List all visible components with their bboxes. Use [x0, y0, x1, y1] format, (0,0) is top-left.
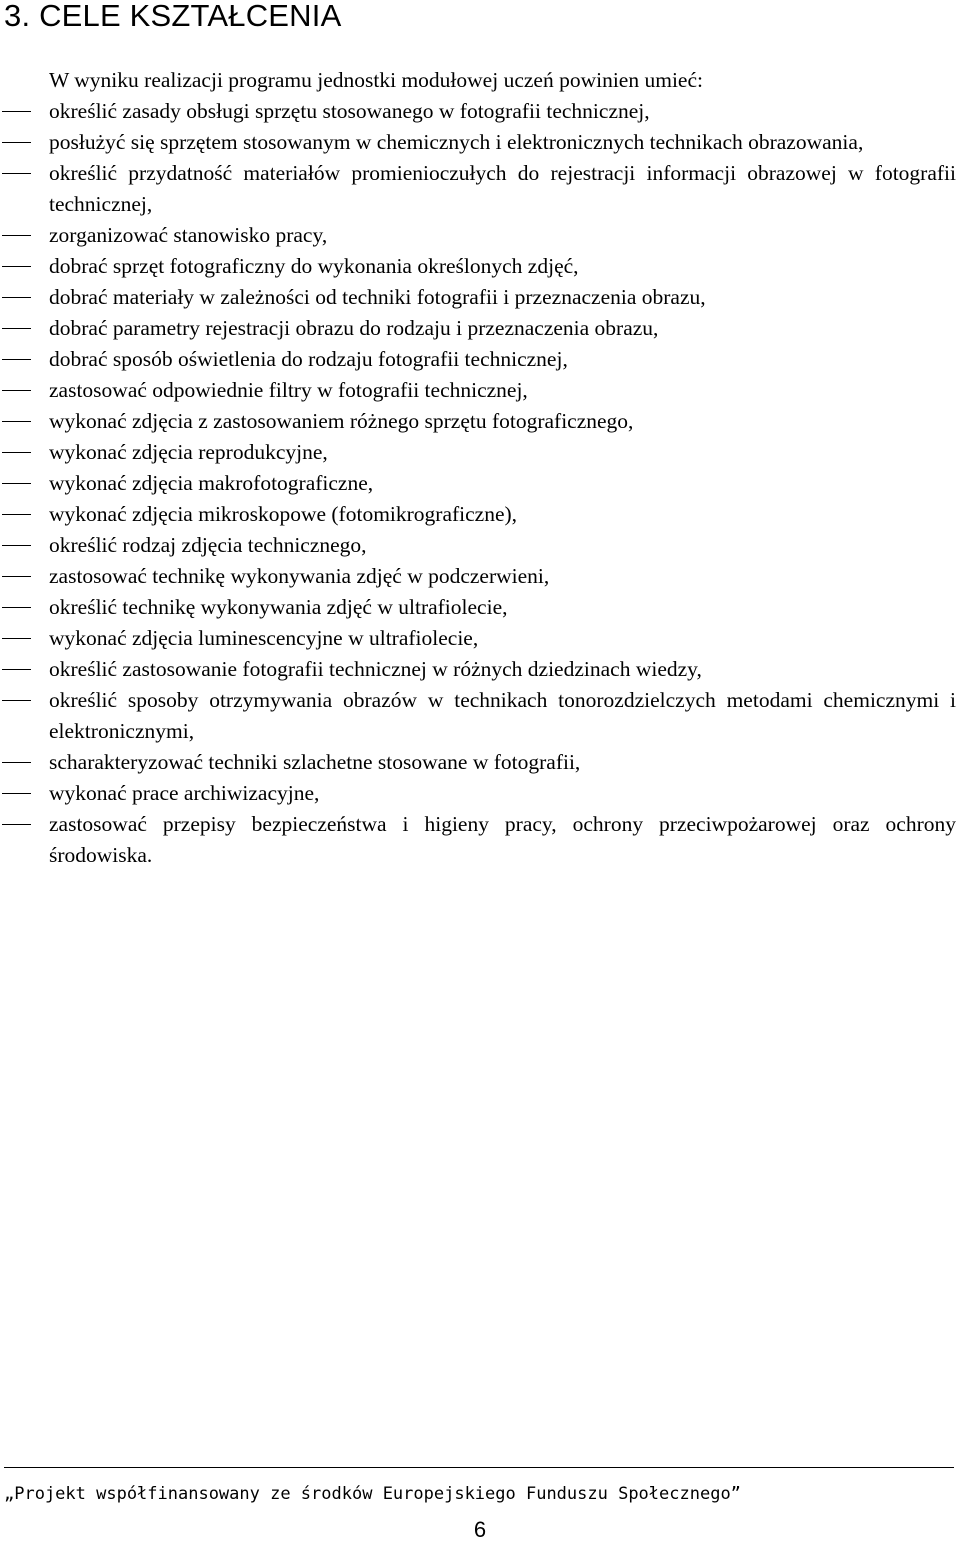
dash-bullet-icon: [2, 173, 31, 174]
dash-bullet-icon: [2, 793, 31, 794]
list-item: [0, 809, 956, 871]
list-item: [0, 251, 956, 282]
list-item: [0, 499, 956, 530]
page-number: 6: [473, 1517, 487, 1542]
list-item: [0, 127, 956, 158]
list-item: [0, 685, 956, 747]
list-item-text: określić zasady obsługi sprzętu stosowanego w fotografii technicznej,: [49, 99, 650, 123]
dash-bullet-icon: [2, 638, 31, 639]
dash-bullet-icon: [2, 328, 31, 329]
list-item-text: określić przydatność materiałów promienioczułych do rejestracji informacji obrazowej w fotografii technicznej,: [49, 161, 956, 216]
list-item-text: zastosować przepisy bezpieczeństwa i higieny pracy, ochrony przeciwpożarowej oraz ochrony środowiska.: [49, 812, 956, 867]
list-item-text: wykonać zdjęcia mikroskopowe (fotomikrograficzne),: [49, 502, 518, 526]
list-item: [0, 375, 956, 406]
dash-bullet-icon: [2, 142, 31, 143]
list-item: [0, 530, 956, 561]
dash-bullet-icon: [2, 111, 31, 112]
list-item: [0, 623, 956, 654]
list-item-text: wykonać zdjęcia z zastosowaniem różnego sprzętu fotograficznego,: [49, 409, 634, 433]
list-item-text: określić sposoby otrzymywania obrazów w technikach tonorozdzielczych metodami chemicznymi i elektronicznymi,: [49, 688, 956, 743]
list-item-text: dobrać parametry rejestracji obrazu do rodzaju i przeznaczenia obrazu,: [49, 316, 659, 340]
list-item-text: posłużyć się sprzętem stosowanym w chemicznych i elektronicznych technikach obrazowania,: [49, 130, 864, 154]
list-item-text: określić technikę wykonywania zdjęć w ultrafiolecie,: [49, 595, 508, 619]
list-item: [0, 282, 956, 313]
dash-bullet-icon: [2, 235, 31, 236]
dash-bullet-icon: [2, 483, 31, 484]
list-item-text: zastosować technikę wykonywania zdjęć w podczerwieni,: [49, 564, 550, 588]
list-item: [0, 437, 956, 468]
footer-divider: [4, 1467, 954, 1468]
section-heading: 3. CELE KSZTAŁCENIA: [4, 0, 342, 33]
list-item-text: wykonać prace archiwizacyjne,: [49, 781, 320, 805]
list-item: [0, 344, 956, 375]
list-item-text: dobrać materiały w zależności od techniki fotografii i przeznaczenia obrazu,: [49, 285, 706, 309]
dash-bullet-icon: [2, 700, 31, 701]
list-item-text: wykonać zdjęcia luminescencyjne w ultrafiolecie,: [49, 626, 479, 650]
dash-bullet-icon: [2, 359, 31, 360]
dash-bullet-icon: [2, 452, 31, 453]
dash-bullet-icon: [2, 576, 31, 577]
dash-bullet-icon: [2, 607, 31, 608]
list-item: [0, 592, 956, 623]
list-item: [0, 406, 956, 437]
dash-bullet-icon: [2, 266, 31, 267]
list-item: [0, 158, 956, 220]
dash-bullet-icon: [2, 545, 31, 546]
dash-bullet-icon: [2, 762, 31, 763]
list-item-text: określić zastosowanie fotografii technicznej w różnych dziedzinach wiedzy,: [49, 657, 702, 681]
list-item-text: wykonać zdjęcia reprodukcyjne,: [49, 440, 328, 464]
list-item-text: dobrać sprzęt fotograficzny do wykonania określonych zdjęć,: [49, 254, 579, 278]
list-item: [0, 747, 956, 778]
dash-bullet-icon: [2, 421, 31, 422]
dash-bullet-icon: [2, 514, 31, 515]
list-item: [0, 654, 956, 685]
list-item: [0, 778, 956, 809]
list-item: [0, 468, 956, 499]
list-item: [0, 220, 956, 251]
intro-text: W wyniku realizacji programu jednostki modułowej uczeń powinien umieć:: [49, 68, 703, 92]
dash-bullet-icon: [2, 824, 31, 825]
list-item: [0, 96, 956, 127]
dash-bullet-icon: [2, 390, 31, 391]
dash-bullet-icon: [2, 297, 31, 298]
dash-bullet-icon: [2, 669, 31, 670]
list-item-text: wykonać zdjęcia makrofotograficzne,: [49, 471, 374, 495]
list-item: [0, 561, 956, 592]
objectives-list: [0, 96, 956, 871]
list-item-text: określić rodzaj zdjęcia technicznego,: [49, 533, 367, 557]
list-item-text: zorganizować stanowisko pracy,: [49, 223, 328, 247]
document-body: [0, 65, 956, 871]
list-item-text: dobrać sposób oświetlenia do rodzaju fotografii technicznej,: [49, 347, 568, 371]
footer-text: „Projekt współfinansowany ze środków Europejskiego Funduszu Społecznego”: [4, 1484, 741, 1504]
list-item-text: scharakteryzować techniki szlachetne stosowane w fotografii,: [49, 750, 581, 774]
list-item-text: zastosować odpowiednie filtry w fotografii technicznej,: [49, 378, 528, 402]
list-item: [0, 313, 956, 344]
